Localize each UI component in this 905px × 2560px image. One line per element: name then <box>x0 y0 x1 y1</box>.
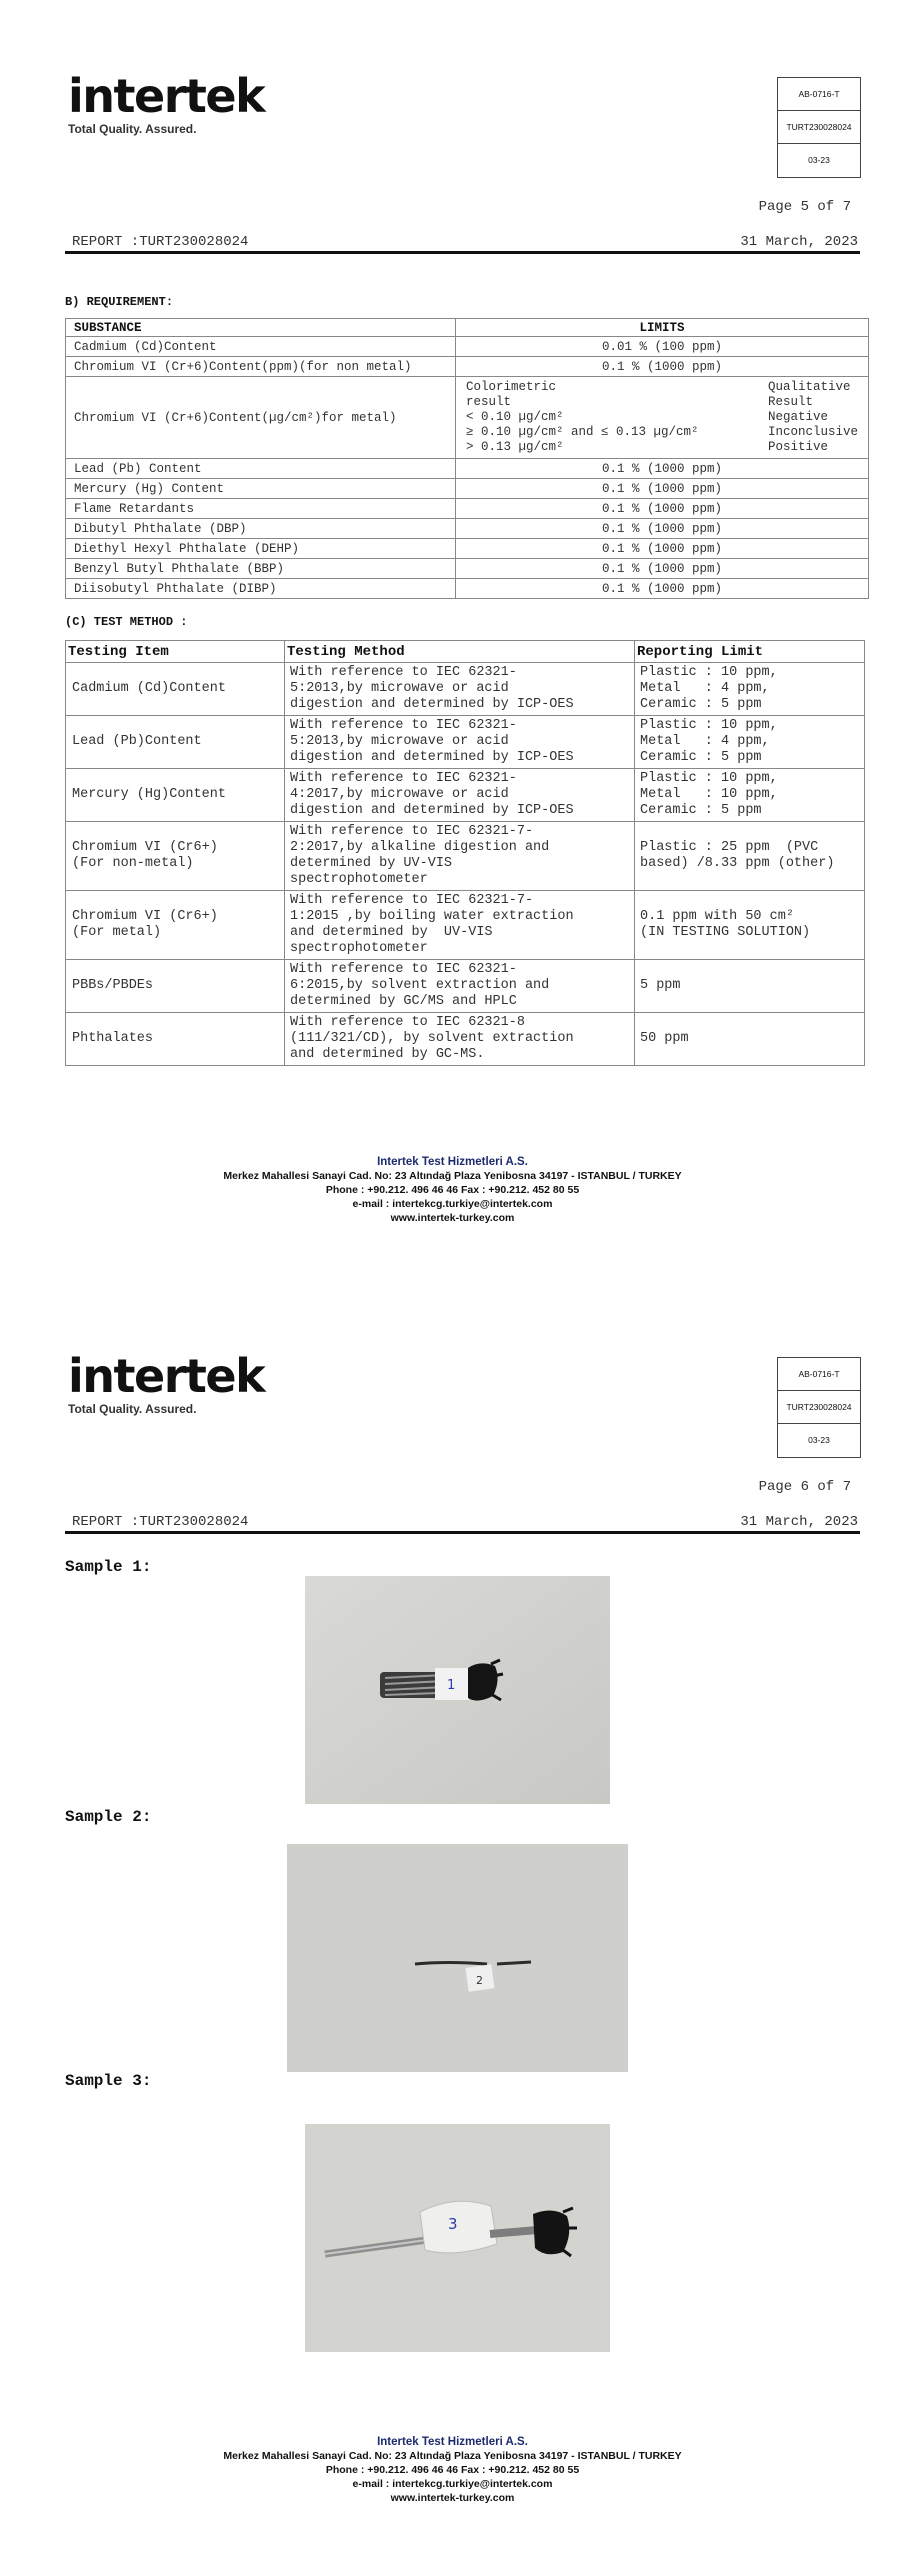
testing-method-cell <box>285 891 635 960</box>
testing-method-cell-line: 2:2017,by alkaline digestion and <box>290 840 550 855</box>
limit-cell: 0.1 % (1000 ppm) <box>456 579 869 599</box>
testing-item-cell <box>66 663 285 716</box>
testing-method-cell-line: spectrophotometer <box>290 941 428 956</box>
doc-revision: 03-23 <box>808 1435 830 1445</box>
reporting-limit-cell <box>635 822 865 891</box>
qualitative-line: Positive <box>767 440 828 454</box>
testing-method-cell-line: With reference to IEC 62321- <box>290 718 517 733</box>
testing-method-cell-line: 1:2015 ,by boiling water extraction <box>290 909 574 924</box>
column-header-substance: SUBSTANCE <box>66 319 456 337</box>
testing-item-cell-line: Mercury (Hg)Content <box>72 787 226 802</box>
substance-cell: Cadmium (Cd)Content <box>66 337 456 357</box>
table-row <box>66 1013 865 1066</box>
testing-method-cell-line: digestion and determined by ICP-OES <box>290 750 574 765</box>
footer-address: Merkez Mahallesi Sanayi Cad. No: 23 Altındağ Plaza Yenibosna 34197 - ISTANBUL / TURKEY <box>223 2450 682 2462</box>
testing-item-cell-line: (For non-metal) <box>72 856 194 871</box>
testing-method-cell-line: 6:2015,by solvent extraction and <box>290 978 550 993</box>
substance-cell: Mercury (Hg) Content <box>66 479 456 499</box>
reporting-limit-cell-line: Metal : 4 ppm, <box>640 734 770 749</box>
sample-tag: 2 <box>476 1974 483 1987</box>
testing-method-cell-line: determined by UV-VIS <box>290 856 453 871</box>
sample-1-label: Sample 1: <box>65 1558 152 1576</box>
footer-email: e-mail : intertekcg.turkiye@intertek.com <box>352 2478 553 2490</box>
column-header-reporting-limit: Reporting Limit <box>635 641 865 663</box>
colorimetric-line: result <box>466 395 512 409</box>
document-code-box <box>777 1357 861 1458</box>
substance-cell: Chromium VI (Cr+6)Content(µg/cm²)for metal) <box>66 377 456 459</box>
header-rule <box>65 251 860 254</box>
reporting-limit-cell-line: Plastic : 10 ppm, <box>640 665 778 680</box>
colorimetric-line: > 0.13 µg/cm² <box>466 440 564 454</box>
reporting-limit-cell-line: Ceramic : 5 ppm <box>640 803 762 818</box>
testing-method-cell <box>285 663 635 716</box>
substance-cell: Benzyl Butyl Phthalate (BBP) <box>66 559 456 579</box>
reporting-limit-cell <box>635 960 865 1013</box>
testing-method-cell-line: digestion and determined by ICP-OES <box>290 803 574 818</box>
testing-item-cell-line: Lead (Pb)Content <box>72 734 202 749</box>
testing-method-cell-line: spectrophotometer <box>290 872 428 887</box>
colorimetric-column <box>466 380 699 455</box>
testing-item-cell-line: Chromium VI (Cr6+) <box>72 840 218 855</box>
testing-method-cell-line: With reference to IEC 62321- <box>290 962 517 977</box>
testing-item-cell <box>66 960 285 1013</box>
requirement-table <box>65 318 869 599</box>
testing-item-cell-line: (For metal) <box>72 925 162 940</box>
table-row <box>66 559 869 579</box>
testing-method-cell <box>285 960 635 1013</box>
page-footer <box>0 1155 905 1225</box>
reporting-limit-cell <box>635 891 865 960</box>
table-header-row <box>66 641 865 663</box>
test-method-title: (C) TEST METHOD : <box>65 615 188 629</box>
doc-number: TURT230028024 <box>778 1391 860 1424</box>
limit-cell: 0.1 % (1000 ppm) <box>456 479 869 499</box>
reporting-limit-cell-line: based) /8.33 ppm (other) <box>640 856 835 871</box>
testing-item-cell <box>66 769 285 822</box>
table-row <box>66 663 865 716</box>
table-row <box>66 337 869 357</box>
footer-company: Intertek Test Hizmetleri A.S. <box>377 1156 528 1168</box>
report-date: 31 March, 2023 <box>740 1514 858 1530</box>
reporting-limit-cell-line: Plastic : 10 ppm, <box>640 718 778 733</box>
reporting-limit-cell-line: Ceramic : 5 ppm <box>640 697 762 712</box>
testing-method-cell-line: With reference to IEC 62321-7- <box>290 824 534 839</box>
footer-phone: Phone : +90.212. 496 46 46 Fax : +90.212. 452 80 55 <box>325 2464 580 2476</box>
table-row <box>66 357 869 377</box>
testing-method-cell-line: 5:2013,by microwave or acid <box>290 681 509 696</box>
report-date: 31 March, 2023 <box>740 234 858 250</box>
testing-method-cell <box>285 822 635 891</box>
test-method-table <box>65 640 865 1066</box>
sample-3-photo <box>305 2124 610 2352</box>
column-header-method: Testing Method <box>285 641 635 663</box>
limit-cell: 0.1 % (1000 ppm) <box>456 559 869 579</box>
doc-revision: 03-23 <box>808 155 830 165</box>
logo-tagline: Total Quality. Assured. <box>68 1402 197 1416</box>
footer-web: www.intertek-turkey.com <box>390 1212 515 1224</box>
limit-cell: 0.1 % (1000 ppm) <box>456 539 869 559</box>
document-code-box <box>777 77 861 178</box>
reporting-limit-cell-line: Plastic : 25 ppm (PVC <box>640 840 819 855</box>
reporting-limit-cell-line: Plastic : 10 ppm, <box>640 771 778 786</box>
page-number: Page 6 of 7 <box>758 1479 851 1495</box>
intertek-logo <box>68 1349 265 1416</box>
table-row <box>66 822 865 891</box>
reporting-limit-cell <box>635 769 865 822</box>
qualitative-line: Inconclusive <box>767 425 858 439</box>
testing-item-cell <box>66 822 285 891</box>
footer-phone: Phone : +90.212. 496 46 46 Fax : +90.212. 452 80 55 <box>325 1184 580 1196</box>
footer-company: Intertek Test Hizmetleri A.S. <box>377 2436 528 2448</box>
doc-number: TURT230028024 <box>778 111 860 144</box>
doc-code: AB-0716-T <box>778 78 860 111</box>
testing-method-cell-line: With reference to IEC 62321-8 <box>290 1015 525 1030</box>
reporting-limit-cell <box>635 716 865 769</box>
report-header-line <box>72 1514 858 1530</box>
footer-address: Merkez Mahallesi Sanayi Cad. No: 23 Altındağ Plaza Yenibosna 34197 - ISTANBUL / TURKEY <box>223 1170 682 1182</box>
qualitative-line: Result <box>767 395 813 409</box>
report-page-6 <box>0 1280 905 2560</box>
doc-code: AB-0716-T <box>778 1358 860 1391</box>
reporting-limit-cell-line: Metal : 4 ppm, <box>640 681 770 696</box>
limit-cell <box>456 377 869 459</box>
table-row <box>66 479 869 499</box>
footer-email: e-mail : intertekcg.turkiye@intertek.com <box>352 1198 553 1210</box>
report-id: REPORT :TURT230028024 <box>72 234 249 250</box>
testing-item-cell-line: Chromium VI (Cr6+) <box>72 909 218 924</box>
testing-method-cell <box>285 769 635 822</box>
testing-method-cell-line: (111/321/CD), by solvent extraction <box>290 1031 574 1046</box>
qualitative-line: Negative <box>767 410 828 424</box>
testing-method-cell <box>285 716 635 769</box>
test-method-body <box>66 663 865 1066</box>
report-header-line <box>72 234 858 250</box>
substance-cell: Diisobutyl Phthalate (DIBP) <box>66 579 456 599</box>
table-row <box>66 716 865 769</box>
testing-method-cell-line: 4:2017,by microwave or acid <box>290 787 509 802</box>
reporting-limit-cell-line: Ceramic : 5 ppm <box>640 750 762 765</box>
column-header-item: Testing Item <box>66 641 285 663</box>
testing-item-cell-line: PBBs/PBDEs <box>72 978 154 993</box>
page-number: Page 5 of 7 <box>758 199 851 215</box>
table-row <box>66 579 869 599</box>
table-row <box>66 769 865 822</box>
testing-method-cell <box>285 1013 635 1066</box>
testing-method-cell-line: digestion and determined by ICP-OES <box>290 697 574 712</box>
table-row <box>66 519 869 539</box>
requirement-title: B) REQUIREMENT: <box>65 295 174 309</box>
substance-cell: Dibutyl Phthalate (DBP) <box>66 519 456 539</box>
testing-method-cell-line: and determined by UV-VIS <box>290 925 493 940</box>
reporting-limit-cell-line: Metal : 10 ppm, <box>640 787 778 802</box>
table-row <box>66 539 869 559</box>
sample-3-label: Sample 3: <box>65 2072 152 2090</box>
logo-tagline: Total Quality. Assured. <box>68 122 197 136</box>
column-header-limits: LIMITS <box>456 319 869 337</box>
substance-cell: Lead (Pb) Content <box>66 459 456 479</box>
table-header-row <box>66 319 869 337</box>
colorimetric-line: ≥ 0.10 µg/cm² and ≤ 0.13 µg/cm² <box>466 425 699 439</box>
testing-item-cell-line: Phthalates <box>72 1031 154 1046</box>
substance-cell: Flame Retardants <box>66 499 456 519</box>
testing-method-cell-line: determined by GC/MS and HPLC <box>290 994 517 1009</box>
table-row <box>66 891 865 960</box>
reporting-limit-cell-line: 50 ppm <box>640 1031 689 1046</box>
table-row <box>66 499 869 519</box>
qualitative-column <box>768 380 858 455</box>
substance-cell: Chromium VI (Cr+6)Content(ppm)(for non metal) <box>66 357 456 377</box>
sample-tag: 3 <box>448 2215 458 2233</box>
testing-method-cell-line: and determined by GC-MS. <box>290 1047 485 1062</box>
header-rule <box>65 1531 860 1534</box>
sample-2-photo <box>287 1844 628 2072</box>
reporting-limit-cell <box>635 1013 865 1066</box>
testing-method-cell-line: With reference to IEC 62321- <box>290 665 517 680</box>
reporting-limit-cell-line: (IN TESTING SOLUTION) <box>640 925 811 940</box>
testing-item-cell-line: Cadmium (Cd)Content <box>72 681 226 696</box>
testing-method-cell-line: With reference to IEC 62321- <box>290 771 517 786</box>
limit-cell: 0.1 % (1000 ppm) <box>456 499 869 519</box>
sample-2-label: Sample 2: <box>65 1808 152 1826</box>
intertek-logo <box>68 69 265 136</box>
limit-cell: 0.1 % (1000 ppm) <box>456 357 869 377</box>
testing-method-cell-line: 5:2013,by microwave or acid <box>290 734 509 749</box>
limit-cell: 0.01 % (100 ppm) <box>456 337 869 357</box>
testing-method-cell-line: With reference to IEC 62321-7- <box>290 893 534 908</box>
table-row <box>66 960 865 1013</box>
table-row-chromium-metal <box>66 377 869 459</box>
report-id: REPORT :TURT230028024 <box>72 1514 249 1530</box>
table-row <box>66 459 869 479</box>
testing-item-cell <box>66 716 285 769</box>
substance-cell: Diethyl Hexyl Phthalate (DEHP) <box>66 539 456 559</box>
sample-1-photo <box>305 1576 610 1804</box>
qualitative-line: Qualitative <box>767 380 851 394</box>
logo-wordmark: intertek <box>68 69 265 123</box>
reporting-limit-cell-line: 5 ppm <box>640 978 681 993</box>
limit-cell: 0.1 % (1000 ppm) <box>456 459 869 479</box>
reporting-limit-cell-line: 0.1 ppm with 50 cm² <box>640 909 794 924</box>
testing-item-cell <box>66 891 285 960</box>
sample-tag: 1 <box>447 1678 456 1693</box>
colorimetric-line: < 0.10 µg/cm² <box>466 410 564 424</box>
logo-wordmark: intertek <box>68 1349 265 1403</box>
reporting-limit-cell <box>635 663 865 716</box>
footer-web: www.intertek-turkey.com <box>390 2492 515 2504</box>
page-footer <box>0 2435 905 2505</box>
limit-cell: 0.1 % (1000 ppm) <box>456 519 869 539</box>
testing-item-cell <box>66 1013 285 1066</box>
colorimetric-line: Colorimetric <box>466 380 557 394</box>
